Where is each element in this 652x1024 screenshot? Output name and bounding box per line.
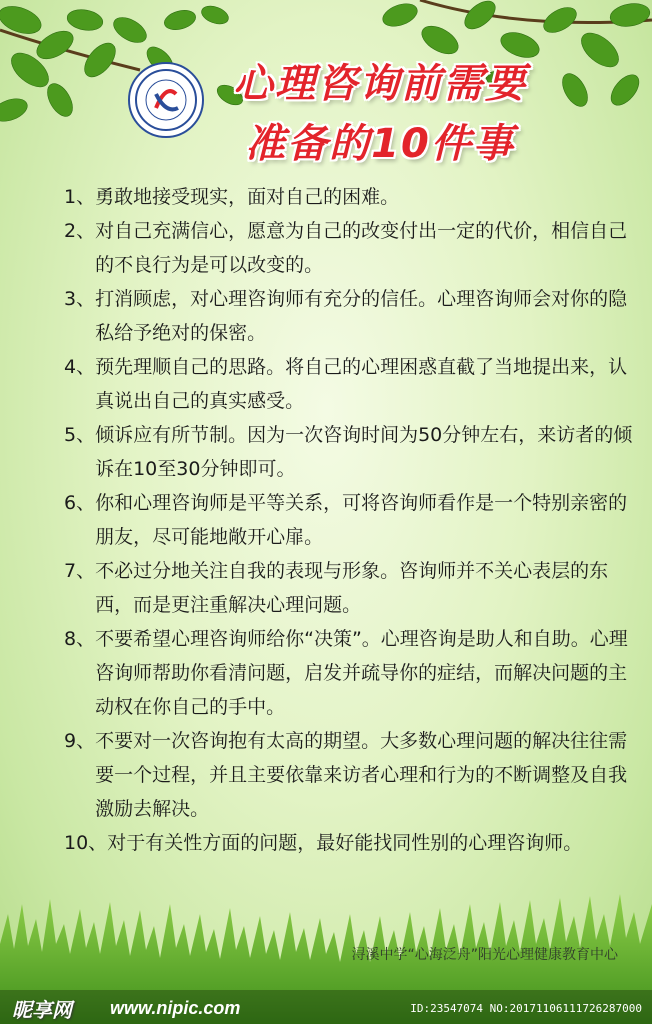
item-number: 2、	[64, 220, 96, 242]
item-text: 预先理顺自己的思路。将自己的心理困惑直截了当地提出来，认真说出自己的真实感受。	[95, 356, 628, 412]
items-list	[64, 180, 634, 860]
list-item	[64, 418, 634, 486]
item-text: 对于有关性方面的问题，最好能找同性别的心理咨询师。	[107, 832, 583, 854]
item-number: 8、	[64, 628, 96, 650]
title-line-1: 心理咨询前需要	[233, 61, 527, 107]
watermark-id: ID:23547074 NO:20171106111726287000	[410, 1002, 642, 1015]
item-number: 4、	[64, 356, 96, 378]
list-item	[64, 350, 634, 418]
list-item	[64, 724, 634, 826]
item-number: 7、	[64, 560, 96, 582]
item-text: 不要希望心理咨询师给你“决策”。心理咨询是助人和自助。心理咨询师帮助你看清问题，启发并疏导你的症结，而解决问题的主动权在你自己的手中。	[95, 628, 628, 718]
item-text: 倾诉应有所节制。因为一次咨询时间为50分钟左右，来访者的倾诉在10至30分钟即可。	[95, 424, 633, 480]
list-item	[64, 554, 634, 622]
item-text: 打消顾虑，对心理咨询师有充分的信任。心理咨询师会对你的隐私给予绝对的保密。	[95, 288, 628, 344]
item-number: 5、	[64, 424, 96, 446]
item-number: 3、	[64, 288, 96, 310]
item-text: 不要对一次咨询抱有太高的期望。大多数心理问题的解决往往需要一个过程，并且主要依靠来访者心理和行为的不断调整及自我激励去解决。	[95, 730, 628, 820]
item-number: 9、	[64, 730, 96, 752]
list-item	[64, 622, 634, 724]
list-item	[64, 214, 634, 282]
item-number: 6、	[64, 492, 96, 514]
item-text: 对自己充满信心，愿意为自己的改变付出一定的代价，相信自己的不良行为是可以改变的。	[95, 220, 628, 276]
footer-credit: 浔溪中学“心海泛舟”阳光心理健康教育中心	[351, 947, 618, 963]
title-line-2: 准备的10件事	[245, 121, 515, 167]
item-text: 你和心理咨询师是平等关系，可将咨询师看作是一个特别亲密的朋友，尽可能地敞开心扉。	[95, 492, 628, 548]
list-item	[64, 180, 634, 214]
item-text: 不必过分地关注自我的表现与形象。咨询师并不关心表层的东西，而是更注重解决心理问题。	[95, 560, 609, 616]
list-item	[64, 826, 634, 860]
item-number: 10、	[64, 832, 108, 854]
item-text: 勇敢地接受现实，面对自己的困难。	[95, 186, 400, 208]
watermark-url: www.nipic.com	[110, 998, 241, 1018]
item-number: 1、	[64, 186, 96, 208]
watermark-logo: 昵享网	[12, 998, 72, 1022]
list-item	[64, 486, 634, 554]
list-item	[64, 282, 634, 350]
